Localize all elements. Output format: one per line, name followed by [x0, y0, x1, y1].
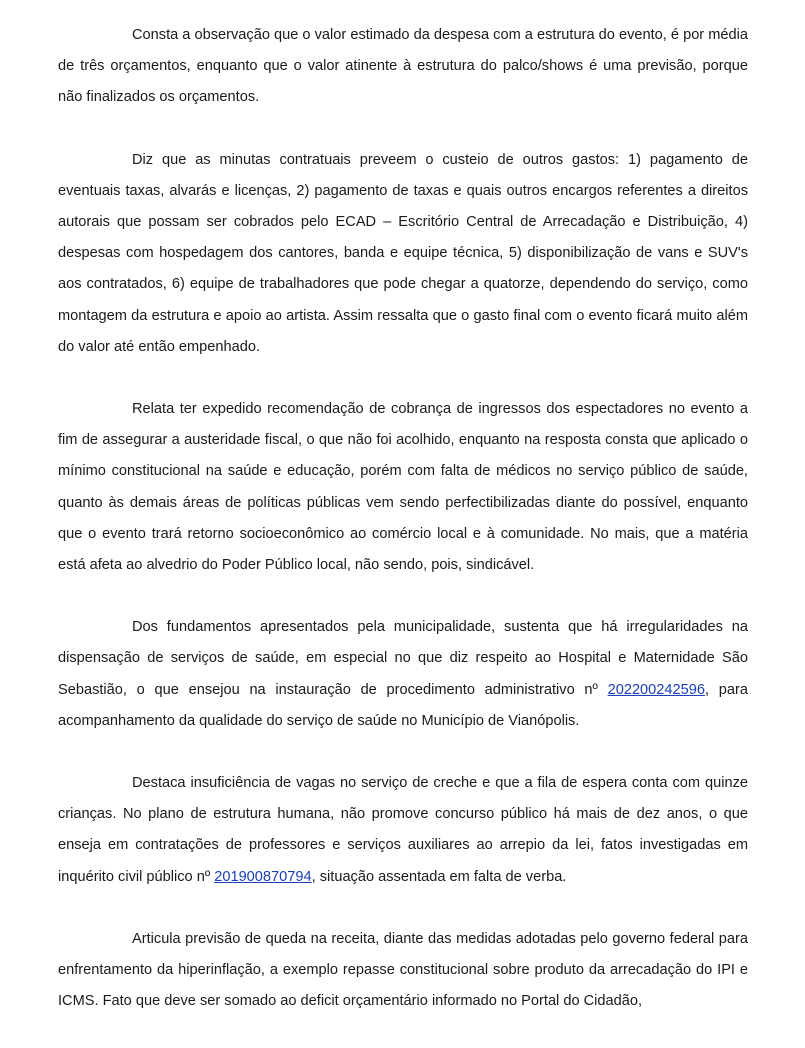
inquiry-number-link[interactable]: 201900870794	[214, 868, 312, 885]
paragraph-text: Dos fundamentos apresentados pela municipalidade, sustenta que há irregularidades na dispensação de serviços de saúde, em especial no que diz respeito ao Hospital e Maternidade São Sebastião, o que ensejou na instauração de procedimento administrativo nº	[58, 619, 748, 698]
paragraph-health-irregularities	[58, 612, 748, 737]
paragraph-text: Relata ter expedido recomendação de cobrança de ingressos dos espectadores no evento a fim de assegurar a austeridade fiscal, o que não foi acolhido, enquanto na resposta consta que aplicado o mínimo constitucional na saúde e educação, porém com falta de médicos no serviço público de saúde, quanto às demais áreas de políticas públicas vem sendo perfectibilizadas diante do possível, enquanto que o evento trará retorno socioeconômico ao comércio local e à comunidade. No mais, que a matéria está afeta ao alvedrio do Poder Público local, não sendo, pois, sindicável.	[58, 401, 748, 574]
paragraph-text: Destaca insuficiência de vagas no serviço de creche e que a fila de espera conta com quinze crianças. No plano de estrutura humana, não promove concurso público há mais de dez anos, o que enseja em contratações de professores e serviços auxiliares ao arrepio da lei, fatos investigadas em inquérito civil público nº	[58, 775, 748, 885]
paragraph-ticket-recommendation	[58, 394, 748, 581]
paragraph-revenue-drop	[58, 924, 748, 1018]
paragraph-text: , para acompanhamento da qualidade do serviço de saúde no Município de Vianópolis.	[58, 681, 748, 729]
paragraph-contract-costs	[58, 145, 748, 363]
paragraph-text: Diz que as minutas contratuais preveem o custeio de outros gastos: 1) pagamento de eventuais taxas, alvarás e licenças, 2) pagamento de taxas e quais outros encargos referentes a direitos autorais que possam ser cobrados pelo ECAD – Escritório Central de Arrecadação e Distribuição, 4) despesas com hospedagem dos cantores, banda e equipe técnica, 5) disponibilização de vans e SUV's aos contratados, 6) equipe de trabalhadores que pode chegar a quatorze, dependendo do serviço, como montagem da estrutura e apoio ao artista. Assim ressalta que o gasto final com o evento ficará muito além do valor até então empenhado.	[58, 151, 748, 355]
paragraph-text: Consta a observação que o valor estimado da despesa com a estrutura do evento, é por média de três orçamentos, enquanto que o valor atinente à estrutura do palco/shows é uma previsão, porque não finalizados os orçamentos.	[58, 27, 748, 106]
procedure-number-link[interactable]: 202200242596	[607, 681, 705, 698]
paragraph-budget-estimate	[58, 20, 748, 114]
paragraph-daycare-shortage	[58, 768, 748, 893]
document-page	[58, 20, 748, 1048]
paragraph-text: , situação assentada em falta de verba.	[311, 868, 567, 885]
paragraph-text: Articula previsão de queda na receita, diante das medidas adotadas pelo governo federal para enfrentamento da hiperinflação, a exemplo repasse constitucional sobre produto da arrecadação do IPI e ICMS. Fato que deve ser somado ao deficit orçamentário informado no Portal do Cidadão,	[58, 930, 748, 1010]
